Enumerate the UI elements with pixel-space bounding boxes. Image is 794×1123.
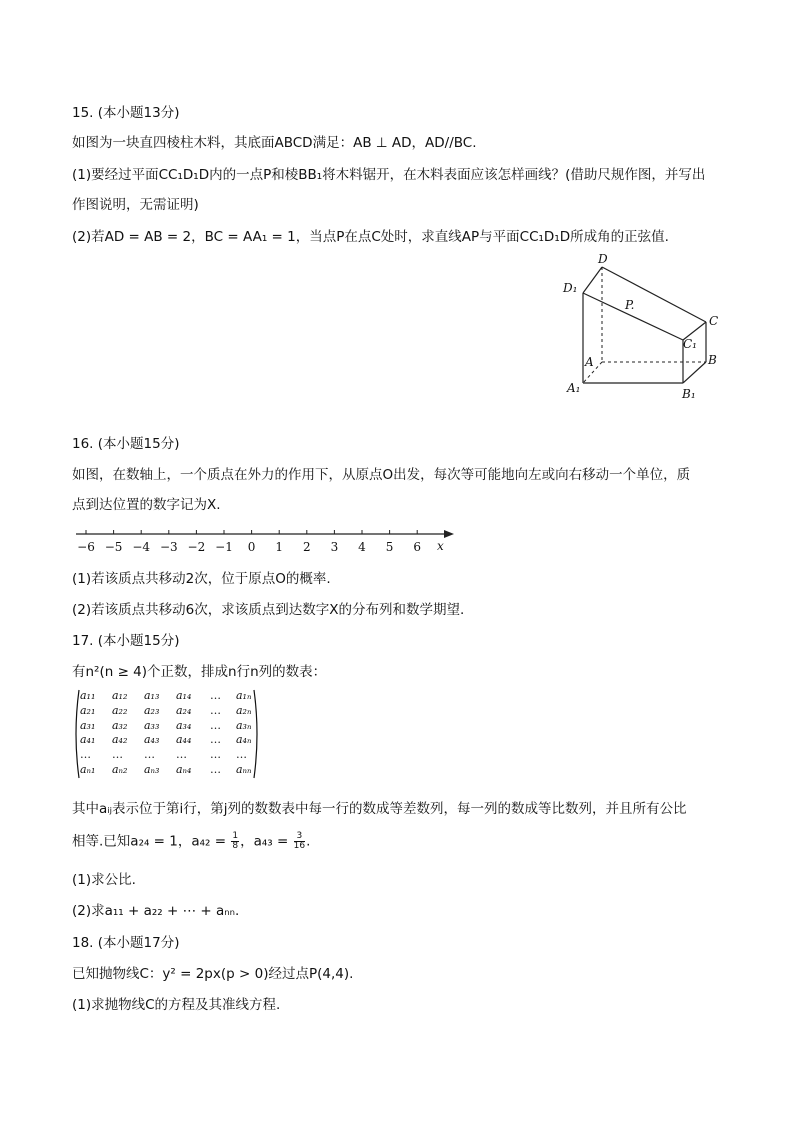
axis-tick-label: −4 — [132, 540, 151, 554]
matrix-cell: a₂₂ — [112, 703, 128, 717]
matrix-cell: a₃₃ — [144, 718, 160, 732]
matrix-cell: a₄₂ — [112, 733, 128, 747]
matrix-cell: a₂₄ — [176, 703, 192, 717]
axis-tick-label: −2 — [187, 540, 206, 554]
matrix-cell: a₂ₙ — [236, 703, 252, 717]
axis-var-x: x — [437, 539, 444, 553]
matrix-left-bracket — [76, 690, 79, 778]
q17-desc-line1: 其中aᵢⱼ表示位于第i行，第j列的数数表中每一行的数成等差数列，每一列的数成等比数列，并且所有公比 — [72, 801, 687, 817]
matrix-cell: a₃ₙ — [236, 718, 252, 732]
matrix-cell: … — [236, 748, 247, 762]
axis-tick-label: 6 — [413, 540, 422, 554]
axis-tick-label: −3 — [159, 540, 178, 554]
matrix-cell: aₙ₄ — [176, 763, 192, 776]
matrix-right-bracket — [254, 690, 257, 778]
matrix-cell: aₙₙ — [236, 763, 252, 776]
q17-part2: (2)求a₁₁ + a₂₂ + ⋯ + aₙₙ. — [72, 903, 240, 919]
matrix-cell: … — [210, 718, 221, 732]
q15-stem: 如图为一块直四棱柱木料，其底面ABCD满足：AB ⊥ AD，AD//BC. — [72, 135, 477, 151]
q17-desc-line2 — [72, 832, 310, 851]
label-A: A — [585, 355, 594, 369]
q16-stem-line2: 点到达位置的数字记为X. — [72, 497, 221, 513]
q16-stem-line1: 如图，在数轴上，一个质点在外力的作用下，从原点O出发，每次等可能地向左或向右移动一个单位，质 — [72, 467, 691, 483]
label-D: D — [598, 252, 608, 266]
matrix-cell: … — [144, 748, 155, 762]
prism-figure — [556, 250, 736, 410]
q16-part2: (2)若该质点共移动6次，求该质点到达数字X的分布列和数学期望. — [72, 602, 465, 618]
matrix-cell: … — [80, 748, 91, 762]
matrix-cell: a₄₄ — [176, 733, 192, 747]
q18-stem: 已知抛物线C：y² = 2px(p > 0)经过点P(4,4). — [72, 966, 354, 982]
matrix-cell: … — [210, 689, 221, 702]
axis-tick-label: 3 — [330, 540, 339, 554]
matrix-cell: a₂₁ — [80, 703, 96, 717]
axis-tick-label: 4 — [358, 540, 366, 554]
matrix-cell: a₄₃ — [144, 733, 160, 747]
q18-header: 18. (本小题17分) — [72, 935, 180, 951]
q17-desc-prefix: 相等.已知a₂₄ = 1，a₄₂ = — [72, 833, 231, 850]
q17-header: 17. (本小题15分) — [72, 633, 180, 649]
label-B: B — [708, 353, 717, 367]
number-line — [72, 526, 462, 560]
q15-part2: (2)若AD = AB = 2，BC = AA₁ = 1，当点P在点C处时，求直线AP与平面CC₁D₁D所成角的正弦值. — [72, 229, 669, 245]
matrix-cell: … — [112, 748, 123, 762]
matrix-cell: aₙ₃ — [144, 763, 160, 776]
matrix-cell: a₄ₙ — [236, 733, 252, 747]
q15-part1-line2: 作图说明，无需证明) — [72, 197, 199, 213]
q16-header: 16. (本小题15分) — [72, 436, 180, 452]
matrix-cell: a₂₃ — [144, 703, 160, 717]
matrix-cell: a₃₁ — [80, 718, 96, 732]
label-P: P. — [625, 298, 635, 312]
matrix-cell: a₁₁ — [80, 689, 96, 702]
label-B1: B₁ — [682, 387, 696, 401]
frac2-denominator: 16 — [293, 841, 306, 851]
q17-desc-mid: ，a₄₃ = — [240, 833, 293, 850]
q15-header: 15. (本小题13分) — [72, 105, 180, 121]
q17-desc-end: . — [306, 833, 311, 850]
axis-tick-label: 0 — [247, 540, 256, 554]
frac1-numerator: 1 — [232, 831, 239, 841]
axis-arrow — [444, 530, 454, 538]
matrix-cell: a₁₃ — [144, 689, 160, 702]
q17-stem: 有n²(n ≥ 4)个正数，排成n行n列的数表： — [72, 664, 327, 680]
matrix-cell: … — [210, 703, 221, 717]
axis-tick-label: −5 — [104, 540, 123, 554]
q15-part1-line1: (1)要经过平面CC₁D₁D内的一点P和棱BB₁将木料锯开，在木料表面应该怎样画线？(借助尺规作图，并写出 — [72, 167, 706, 183]
matrix-cell: … — [210, 733, 221, 747]
label-C: C — [709, 314, 719, 328]
frac1-denominator: 8 — [232, 841, 239, 851]
matrix-cell: a₄₁ — [80, 733, 96, 747]
matrix-cell: a₁₂ — [112, 689, 128, 702]
axis-tick-label: 2 — [302, 540, 311, 554]
axis-tick-label: −1 — [215, 540, 233, 554]
axis-tick-label: −6 — [77, 540, 95, 554]
matrix-cell: … — [210, 763, 221, 776]
q18-part1: (1)求抛物线C的方程及其准线方程. — [72, 997, 281, 1013]
matrix-cell: a₁₄ — [176, 689, 192, 702]
q16-part1: (1)若该质点共移动2次，位于原点O的概率. — [72, 571, 331, 587]
matrix-cell: a₁ₙ — [236, 689, 252, 702]
q17-part1: (1)求公比. — [72, 872, 136, 888]
matrix-cell: aₙ₁ — [80, 763, 96, 776]
label-D1: D₁ — [563, 281, 578, 295]
matrix-cell: a₃₂ — [112, 718, 128, 732]
axis-tick-label: 1 — [275, 540, 284, 554]
fraction-three-sixteenths — [294, 832, 305, 851]
matrix-cell: … — [210, 748, 221, 762]
fraction-one-eighth — [231, 832, 239, 851]
label-A1: A₁ — [567, 381, 581, 395]
number-table-matrix — [72, 688, 262, 780]
label-C1: C₁ — [683, 337, 697, 351]
frac2-numerator: 3 — [294, 832, 305, 842]
matrix-cell: a₃₄ — [176, 718, 192, 732]
matrix-cell: … — [176, 748, 187, 762]
axis-tick-label: 5 — [385, 540, 394, 554]
matrix-cell: aₙ₂ — [112, 763, 128, 776]
